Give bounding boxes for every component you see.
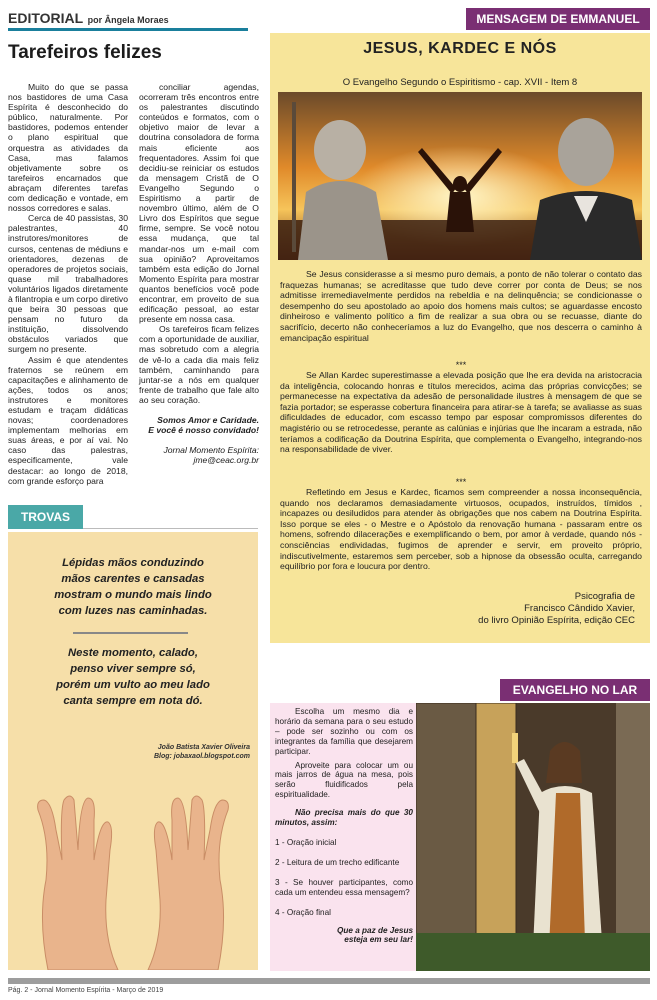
message-separator: *** bbox=[455, 360, 467, 370]
signature-line: Psicografia de bbox=[574, 591, 635, 602]
editorial-signature: Jornal Momento Espírita: bbox=[163, 445, 259, 456]
evangelho-text bbox=[275, 707, 413, 945]
message-paragraph-3 bbox=[280, 487, 642, 572]
footer-text: Pág. 2 - Jornal Momento Espírita - Março de 2019 bbox=[8, 987, 164, 994]
verse-line: Lépidas mãos conduzindo bbox=[62, 557, 204, 569]
evangelho-step: 4 - Oração final bbox=[275, 907, 331, 917]
editorial-paragraph: Assim é que atendentes fraternos se reúnem em capacitações e alinhamento de ações, todos os anos; instrutores e monitores estudam e traçam didáticas novas; coordenadores implementam melhorias em suas áreas, e por aí vai. No caso das palestras, especificamente, vale destacar: ao longo de 2018, com grande esforço para bbox=[8, 354, 128, 486]
editorial-column-2 bbox=[139, 82, 259, 465]
message-text: Refletindo em Jesus e Kardec, ficamos sem compreender a nossa inconsequência, quando nos declaramos demasiadamente virtuosos, ocupados, instruídos, tímidos , incapazes ou desiludidos para atender às obrigações que nos cabem na Doutrina Espírita. Isso porque se eles - o Mestre e o Apóstolo da renovação humana - passaram entre os homens, sofrendo dilacerações e exemplificando o bem, por amor à verdade, quando nós - consciências endividadas, fugimos de aprender e servir, em proveito próprio, indiscutivelmente, estaremos sem perceber, sob a hipnose da obsessão oculta, carregando equilíbrio por fora e loucura por dentro. bbox=[280, 487, 642, 572]
jesus-kardec-illustration bbox=[278, 92, 642, 260]
message-banner: MENSAGEM DE EMMANUEL bbox=[466, 8, 650, 30]
jesus-at-door-illustration bbox=[416, 703, 650, 971]
evangelho-closing: esteja em seu lar! bbox=[344, 935, 413, 945]
editorial-paragraph: Cerca de 40 passistas, 30 palestrantes, 40 instrutores/monitores de cursos, centenas de médiuns e orientadores, dezenas de operadores de projetos sociais, quase mil trabalhadores voluntários ligados diretamente à filantropia e um corpo diretivo que beira 30 pessoas que pensam no futuro da instituição, dissolvendo obstáculos variados que surgem no presente. bbox=[8, 213, 128, 355]
editorial-paragraph: Muito do que se passa nos bastidores de uma Casa Espírita é desconhecido do público, naturalmente. Por bastidores, podemos entender o plano espiritual que orquestra as atividades da Casa, mas falamos objetivamente sobre os tarefeiros encarnados que abraçam diferentes tarefas com dedicação e vontade, em nossos corredores e salas. bbox=[8, 82, 128, 214]
editorial-header bbox=[8, 10, 169, 28]
trovas-stanza-1 bbox=[8, 555, 258, 619]
editorial-paragraph: conciliar agendas, ocorreram três encontros entre os palestrantes discutindo conteúdos e formatos, com o objetivo maior de levar a doutrina consoladora de forma mais eficiente aos frequentadores. Assim foi que decidiu-se reiniciar os estudos da mensagem Cristã de O Evangelho Segundo o Espiritismo a partir de novembro último, além de O Livro dos Espíritos que segue firme, sempre. Se você notou essa mudança, que tal mandar-nos um e-mail com sua opinião? Aproveitamos também esta edição do Jornal Momento Espírita para mostrar quantos benefícios você pode encontrar, em proveito de sua edificação pessoal, ao estar presente em nossa casa. bbox=[139, 82, 259, 325]
editorial-title: Tarefeiros felizes bbox=[8, 42, 162, 63]
trovas-stanza-2 bbox=[8, 645, 258, 709]
verse-line: mostram o mundo mais lindo bbox=[54, 589, 212, 601]
editorial-closing-2: E você é nosso convidado! bbox=[148, 425, 259, 436]
editorial-column-1 bbox=[8, 82, 128, 486]
evangelho-step: 2 - Leitura de um trecho edificante bbox=[275, 857, 400, 867]
open-hands-illustration bbox=[8, 770, 258, 970]
evangelho-paragraph: Aproveite para colocar um ou mais jarros de água na mesa, pois serão fluidificados pela espiritualidade. bbox=[275, 760, 413, 800]
evangelho-paragraph: Não precisa mais do que 30 minutos, assim: bbox=[275, 808, 413, 828]
signature-line: do livro Opinião Espírita, edição CEC bbox=[478, 615, 635, 626]
signature-line: Francisco Cândido Xavier, bbox=[524, 603, 635, 614]
footer-bar bbox=[8, 978, 650, 984]
message-paragraph-2 bbox=[280, 370, 642, 455]
verse-line: canta sempre em nota dó. bbox=[63, 695, 203, 707]
editorial-email[interactable]: jme@ceac.org.br bbox=[193, 455, 259, 466]
trovas-author: João Batista Xavier Oliveira bbox=[157, 744, 250, 751]
editorial-paragraph: Os tarefeiros ficam felizes com a oportunidade de auxiliar, mas sobretudo com a alegria de vê-lo a cada dia mais feliz também, caminhando para juntar-se a nós em qualquer frente de trabalho que fale alto ao seu coração. bbox=[139, 324, 259, 405]
trovas-credit bbox=[130, 743, 250, 761]
message-title: JESUS, KARDEC E NÓS bbox=[363, 40, 557, 57]
trovas-banner: TROVAS bbox=[8, 505, 83, 529]
verse-line: Neste momento, calado, bbox=[68, 647, 198, 659]
verse-line: porém um vulto ao meu lado bbox=[56, 679, 210, 691]
message-text: Se Allan Kardec superestimasse a elevada posição que lhe era devida na aristocracia da inteligência, colocando honras e títulos merecidos, acima das próprias convicções; se permanecesse na expectativa da adesão de personalidade ilustres à mensagem de que se fazia portador; se esperasse cobertura financeira para atirar-se à tarefa; se avaliasse as suas dificuldades de educador, com escasso tempo par esposar compromissos diferentes do magistério ou se retrocedesse, perante as calúnias e injúrias que lhe incaram a estrada, não teríamos a codificação da Doutrina Espírita, que complementa o Evangelho, integrando-nos na responsabilidade de viver. bbox=[280, 370, 642, 455]
evangelho-paragraph: Escolha um mesmo dia e horário da semana para o seu estudo – pode ser sozinho ou com os integrantes da família que desejarem participar. bbox=[275, 707, 413, 756]
evangelho-closing: Que a paz de Jesus bbox=[337, 925, 413, 935]
verse-line: com luzes nas caminhadas. bbox=[58, 605, 208, 617]
editorial-rule bbox=[8, 28, 248, 31]
message-text: Se Jesus considerasse a si mesmo puro demais, a ponto de não tolerar o contato das fraquezas humanas; se acreditasse que tudo deve correr por conta de Deus; se nos admitisse irremediavelmente perdidos na rebeldia e na delinquência; se condicionasse o desempenho do seu apostolado ao apoio dos homens mais cultos; se aguardasse encosto dinheiroso e valimento político a fim de realizar a sua obra ou se recuasse, diante do sacrifício, decerto não conheceríamos a luz do Evangelho, que nos descerra o caminho à emancipação espiritual bbox=[280, 269, 642, 343]
verse-line: penso viver sempre só, bbox=[70, 663, 196, 675]
editorial-label: EDITORIAL bbox=[8, 10, 84, 26]
evangelho-step: 1 - Oração inicial bbox=[275, 837, 337, 847]
editorial-closing-1: Somos Amor e Caridade. bbox=[157, 415, 259, 425]
message-signature bbox=[420, 591, 635, 627]
trovas-rule bbox=[83, 528, 258, 529]
evangelho-step: 3 - Se houver participantes, como cada um entendeu essa mensagem? bbox=[275, 877, 413, 897]
message-subtitle: O Evangelho Segundo o Espiritismo - cap. XVII - Item 8 bbox=[342, 77, 578, 88]
verse-line: mãos carentes e cansadas bbox=[61, 573, 205, 585]
evangelho-banner: EVANGELHO NO LAR bbox=[500, 679, 650, 701]
editorial-author: por Ângela Moraes bbox=[87, 15, 169, 25]
trovas-blog-link[interactable]: Blog: jobaxaol.blogspot.com bbox=[153, 753, 250, 760]
message-paragraph-1 bbox=[280, 269, 642, 343]
trovas-divider bbox=[73, 632, 188, 634]
message-separator: *** bbox=[455, 477, 467, 487]
